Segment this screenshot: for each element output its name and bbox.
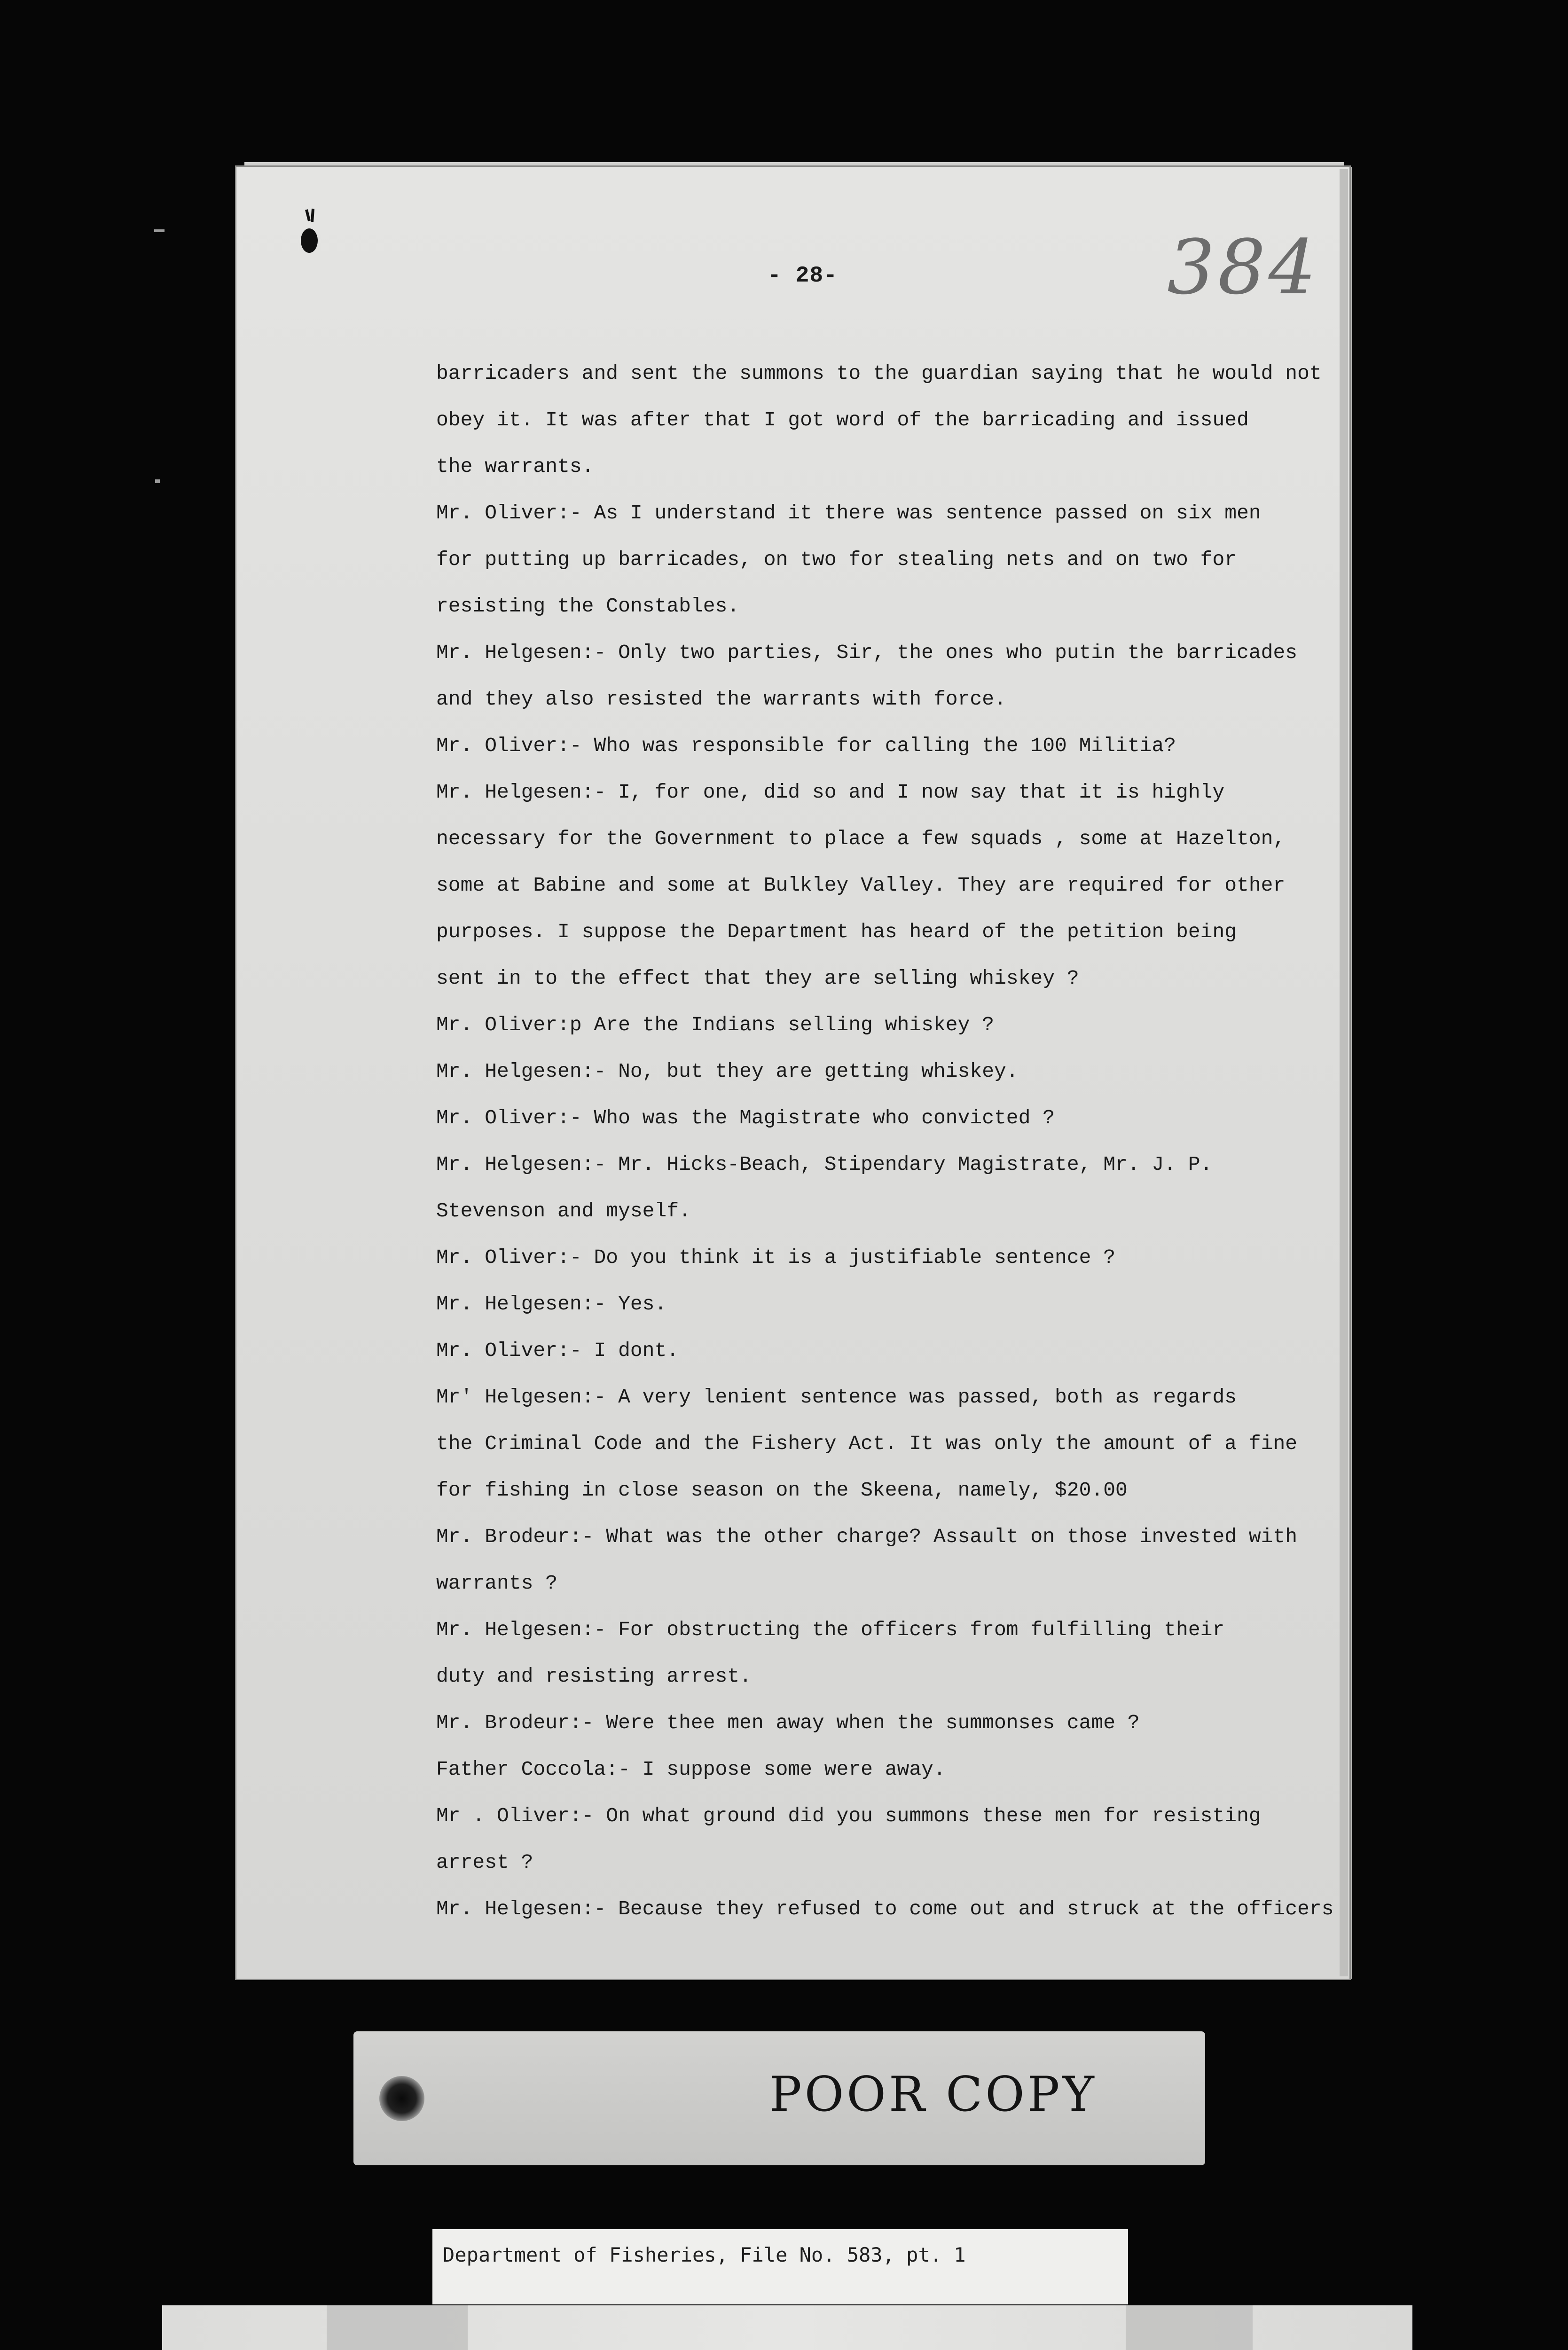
transcript-line: Mr. Helgesen:- Only two parties, Sir, the ones who putin the barricades (436, 641, 1298, 664)
transcript-line: for putting up barricades, on two for stealing nets and on two for (436, 548, 1237, 571)
typewritten-transcript (436, 350, 1334, 1932)
transcript-line: and they also resisted the warrants with force. (436, 688, 1006, 711)
transcript-line: Mr. Oliver:- Who was the Magistrate who convicted ? (436, 1106, 1055, 1129)
transcript-line: Mr. Brodeur:- What was the other charge? Assault on those invested with (436, 1525, 1298, 1548)
document-page (236, 167, 1349, 1979)
scan-speck (154, 229, 165, 232)
transcript-line: Mr. Helgesen:- No, but they are getting whiskey. (436, 1060, 1019, 1083)
archives-stamp (162, 2305, 1412, 2350)
transcript-line: the Criminal Code and the Fishery Act. It was only the amount of a fine (436, 1432, 1298, 1455)
transcript-line: Mr. Helgesen:- For obstructing the officers from fulfilling their (436, 1618, 1225, 1641)
folio-number: 384 (1167, 223, 1319, 311)
punch-hole-icon (379, 2076, 424, 2121)
transcript-line: Mr. Helgesen:- Because they refused to come out and struck at the officers (436, 1897, 1334, 1920)
transcript-line: arrest ? (436, 1851, 533, 1874)
transcript-line: Mr. Oliver:- I dont. (436, 1339, 679, 1362)
page-edge (1340, 169, 1348, 1976)
transcript-line: Mr' Helgesen:- A very lenient sentence was passed, both as regards (436, 1386, 1237, 1409)
page-number: - 28- (768, 263, 838, 289)
staple-mark-icon (300, 207, 320, 258)
transcript-line: Mr. Oliver:- Who was responsible for calling the 100 Militia? (436, 734, 1176, 757)
transcript-line: resisting the Constables. (436, 595, 740, 618)
tape-strip (1126, 2305, 1253, 2350)
transcript-line: Mr. Oliver:p Are the Indians selling whiskey ? (436, 1013, 994, 1036)
transcript-line: warrants ? (436, 1572, 558, 1595)
transcript-line: necessary for the Government to place a few squads , some at Hazelton, (436, 827, 1286, 850)
transcript-line: Father Coccola:- I suppose some were away. (436, 1758, 946, 1781)
poor-copy-label: POOR COPY (769, 2067, 1097, 2123)
transcript-line: Mr. Helgesen:- Yes. (436, 1292, 667, 1316)
transcript-line: sent in to the effect that they are selling whiskey ? (436, 967, 1079, 990)
transcript-line: some at Babine and some at Bulkley Valley. They are required for other (436, 874, 1286, 897)
transcript-line: duty and resisting arrest. (436, 1665, 752, 1688)
file-reference-slip (432, 2229, 1128, 2304)
transcript-line: barricaders and sent the summons to the guardian saying that he would not (436, 362, 1322, 385)
transcript-line: for fishing in close season on the Skeena, namely, $20.00 (436, 1479, 1128, 1502)
transcript-line: Mr . Oliver:- On what ground did you summons these men for resisting (436, 1804, 1261, 1827)
scan-speck (155, 479, 160, 483)
poor-copy-tab (353, 2031, 1205, 2165)
transcript-line: Mr. Helgesen:- Mr. Hicks-Beach, Stipendary Magistrate, Mr. J. P. (436, 1153, 1213, 1176)
tape-strip (327, 2305, 468, 2350)
transcript-line: Mr. Brodeur:- Were thee men away when the summonses came ? (436, 1711, 1140, 1734)
transcript-line: Stevenson and myself. (436, 1199, 691, 1222)
transcript-line: purposes. I suppose the Department has heard of the petition being (436, 920, 1237, 943)
transcript-line: obey it. It was after that I got word of the barricading and issued (436, 408, 1249, 431)
transcript-line: Mr. Helgesen:- I, for one, did so and I now say that it is highly (436, 781, 1225, 804)
transcript-line: Mr. Oliver:- Do you think it is a justifiable sentence ? (436, 1246, 1116, 1269)
transcript-line: Mr. Oliver:- As I understand it there was sentence passed on six men (436, 501, 1261, 525)
transcript-line: the warrants. (436, 455, 594, 478)
file-reference-text: Department of Fisheries, File No. 583, pt. 1 (443, 2243, 966, 2266)
